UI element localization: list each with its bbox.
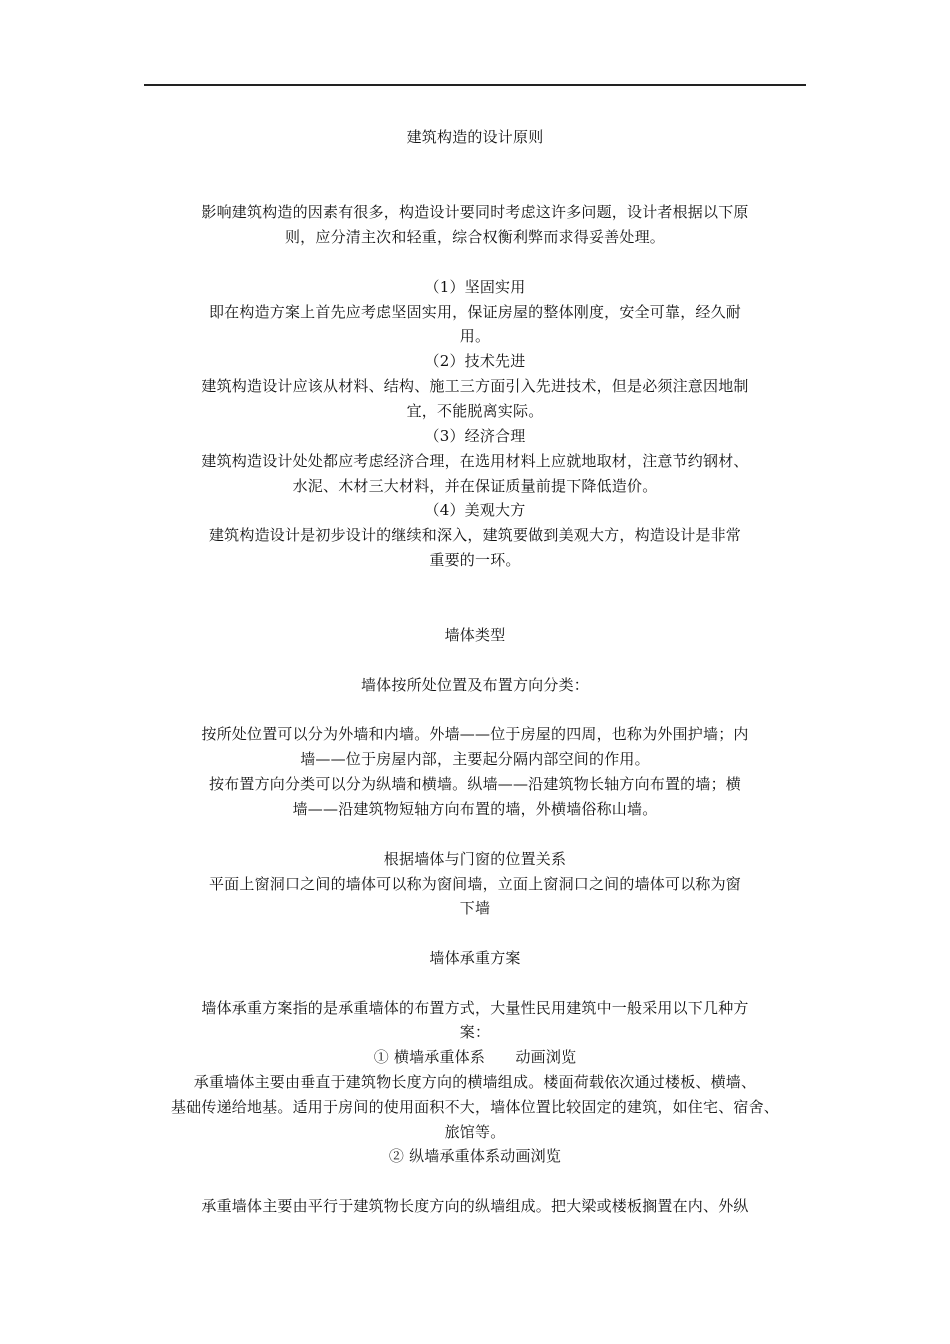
- principle-4-line-2: 重要的一环。: [429, 551, 521, 569]
- scheme-1-line-3: 旅馆等。: [444, 1123, 506, 1141]
- wall-types-subtitle: 墙体按所处位置及布置方向分类：: [360, 676, 589, 694]
- principle-1-heading: （1）坚固实用: [424, 278, 526, 296]
- wall-types-line-4: 墙——沿建筑物短轴方向布置的墙，外横墙俗称山墙。: [292, 800, 658, 818]
- intro-line-1: 影响建筑构造的因素有很多，构造设计要同时考虑这许多问题，设计者根据以下原: [201, 203, 749, 221]
- principle-2-heading: （2）技术先进: [424, 352, 526, 370]
- scheme-2-line-1: 承重墙体主要由平行于建筑物长度方向的纵墙组成。把大梁或楼板搁置在内、外纵: [201, 1197, 749, 1215]
- scheme-1-line-1: 承重墙体主要由垂直于建筑物长度方向的横墙组成。楼面荷载依次通过楼板、横墙、: [193, 1073, 757, 1091]
- scheme-2-heading: ② 纵墙承重体系动画浏览: [388, 1147, 562, 1165]
- door-window-line-2: 下墙: [459, 899, 491, 917]
- document-title: 建筑构造的设计原则: [406, 128, 544, 146]
- intro-line-2: 则，应分清主次和轻重，综合权衡利弊而求得妥善处理。: [284, 228, 665, 246]
- principle-3-line-1: 建筑构造设计处处都应考虑经济合理，在选用材料上应就地取材，注意节约钢材、: [201, 452, 749, 470]
- scheme-1-heading: ① 横墙承重体系 动画浏览: [373, 1048, 577, 1066]
- load-bearing-intro-2: 案：: [459, 1023, 491, 1041]
- header-rule: [144, 84, 806, 86]
- wall-types-line-3: 按布置方向分类可以分为纵墙和横墙。纵墙——沿建筑物长轴方向布置的墙；横: [208, 775, 741, 793]
- door-window-line-1: 平面上窗洞口之间的墙体可以称为窗间墙，立面上窗洞口之间的墙体可以称为窗: [208, 875, 741, 893]
- principle-3-heading: （3）经济合理: [424, 427, 526, 445]
- load-bearing-intro-1: 墙体承重方案指的是承重墙体的布置方式，大量性民用建筑中一般采用以下几种方: [201, 999, 749, 1017]
- principle-2-line-1: 建筑构造设计应该从材料、结构、施工三方面引入先进技术，但是必须注意因地制: [201, 377, 749, 395]
- scheme-1-line-2: 基础传递给地基。适用于房间的使用面积不大，墙体位置比较固定的建筑，如住宅、宿舍、: [170, 1098, 779, 1116]
- wall-types-line-1: 按所处位置可以分为外墙和内墙。外墙——位于房屋的四周，也称为外围护墙；内: [201, 725, 749, 743]
- principle-2-line-2: 宜，不能脱离实际。: [406, 402, 544, 420]
- principle-4-heading: （4）美观大方: [424, 501, 526, 519]
- principle-3-line-2: 水泥、木材三大材料，并在保证质量前提下降低造价。: [292, 477, 658, 495]
- principle-1-line-1: 即在构造方案上首先应考虑坚固实用，保证房屋的整体刚度，安全可靠，经久耐: [208, 303, 741, 321]
- load-bearing-title: 墙体承重方案: [429, 949, 521, 967]
- wall-types-line-2: 墙——位于房屋内部，主要起分隔内部空间的作用。: [300, 750, 650, 768]
- principle-4-line-1: 建筑构造设计是初步设计的继续和深入，建筑要做到美观大方，构造设计是非常: [208, 526, 741, 544]
- wall-types-title: 墙体类型: [444, 626, 506, 644]
- door-window-title: 根据墙体与门窗的位置关系: [383, 850, 567, 868]
- principle-1-line-2: 用。: [459, 327, 491, 345]
